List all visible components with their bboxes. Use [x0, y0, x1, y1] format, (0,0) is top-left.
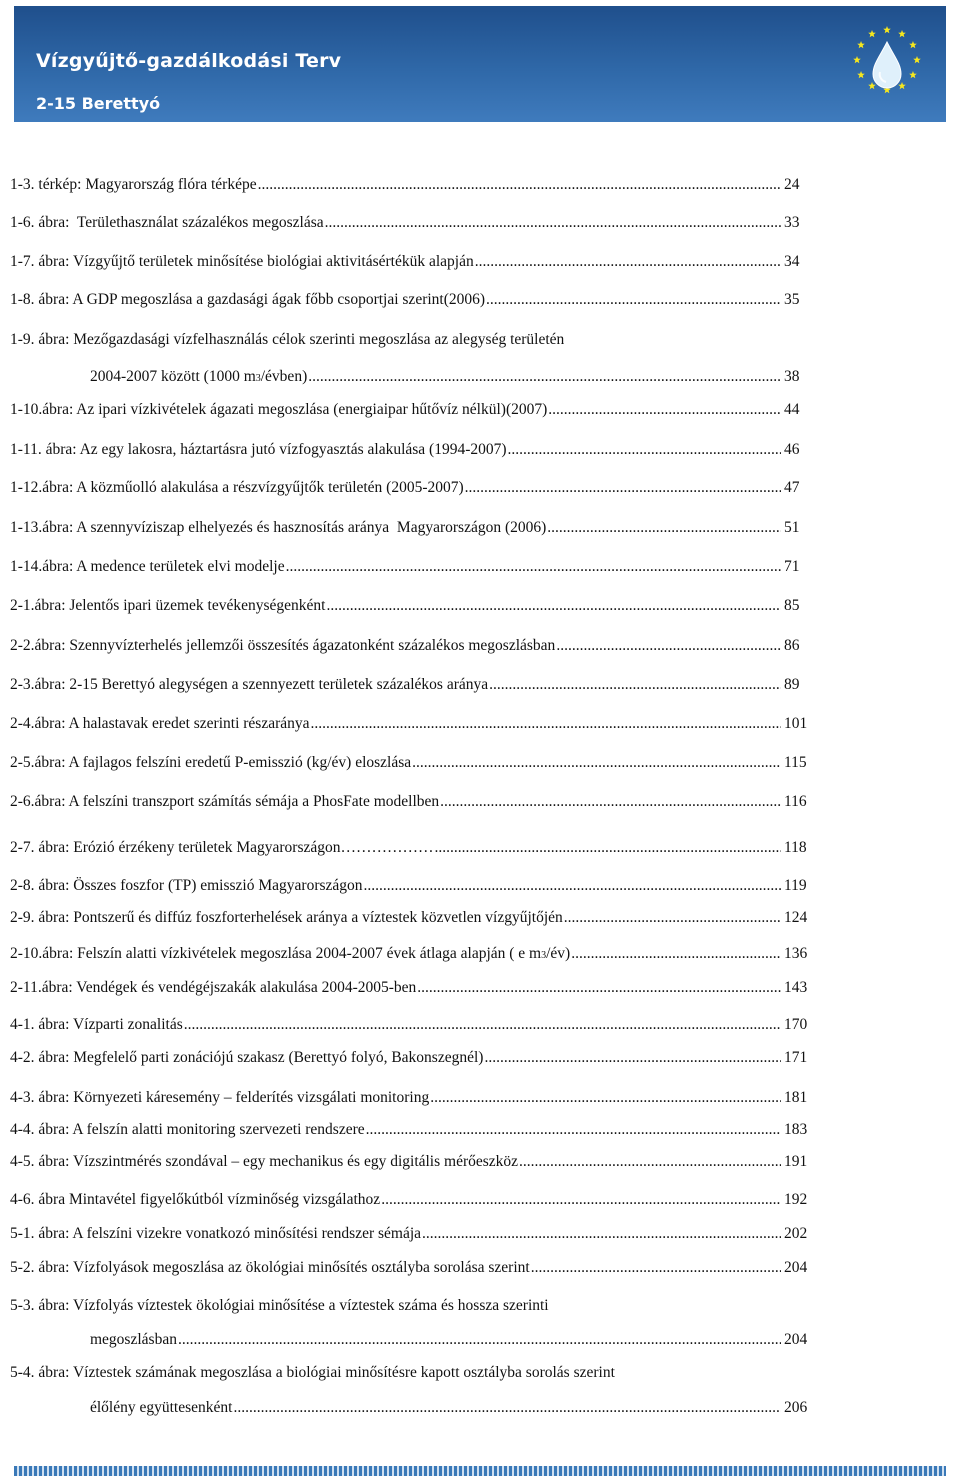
toc-entry-title: 2-6.ábra: A felszíni transzport számítás sémája a PhosFate modellben: [10, 793, 440, 810]
toc-entry-title: 1-10.ábra: Az ipari vízkivételek ágazati megoszlása (energiaipar hűtővíz nélkül)(2007): [10, 401, 548, 418]
toc-page-number: 33: [784, 214, 800, 231]
dot-leader: [286, 557, 781, 577]
star-icon: [913, 56, 921, 63]
dot-leader: [548, 400, 781, 420]
toc-entry[interactable]: [10, 908, 810, 930]
star-icon: [909, 71, 917, 78]
star-icon: [853, 56, 861, 63]
toc-page-number: 124: [784, 909, 808, 926]
toc-entry[interactable]: [10, 792, 810, 814]
toc-page-number: 34: [784, 253, 800, 270]
toc-entry-title: 5-2. ábra: Vízfolyások megoszlása az ökológiai minősítés osztályba sorolása szerint: [10, 1259, 530, 1276]
toc-entry-title: 1-11. ábra: Az egy lakosra, háztartásra jutó vízfogyasztás alakulása (1994-2007): [10, 441, 507, 458]
toc-page-number: 181: [784, 1089, 808, 1106]
toc-entry-title: 5-3. ábra: Vízfolyás víztestek ökológiai minősítése a víztestek száma és hossza szerinti: [10, 1297, 549, 1314]
toc-entry-title-continued: élőlény együttesenként: [90, 1399, 233, 1416]
star-icon: [868, 82, 876, 89]
toc-entry[interactable]: 2-10.ábra: Felszín alatti vízkivételek megoszlása 2004-2007 évek átlaga alapján ( e m 3 /év) ..... 136: [10, 944, 810, 966]
toc-page-number: 47: [784, 479, 800, 496]
toc-entry[interactable]: [10, 1048, 810, 1070]
toc-entry[interactable]: [10, 557, 810, 579]
dot-leader: [430, 1088, 781, 1108]
dot-leader: [475, 252, 781, 272]
toc-entry-title-continued: megoszlásban: [90, 1331, 177, 1348]
toc-entry[interactable]: [10, 714, 810, 736]
toc-entry[interactable]: [10, 1190, 810, 1212]
dot-leader: [178, 1330, 781, 1350]
toc-entry[interactable]: [10, 1120, 810, 1142]
dot-leader: [486, 290, 781, 310]
toc-page-number: 204: [784, 1331, 808, 1348]
dot-leader: [381, 1190, 781, 1210]
toc-entry[interactable]: [10, 252, 810, 274]
toc-page-number: 46: [784, 441, 800, 458]
toc-entry-title: 2-11.ábra: Vendégek és vendégéjszakák alakulása 2004-2005-ben: [10, 979, 417, 996]
toc-entry[interactable]: [10, 596, 810, 618]
toc-page-number: 118: [784, 839, 807, 856]
toc-page-number: 71: [784, 558, 800, 575]
toc-entry-title: 1-13.ábra: A szennyvíziszap elhelyezés és hasznosítás aránya Magyarországon (2006): [10, 519, 547, 536]
toc-entry[interactable]: [10, 175, 810, 197]
toc-page-number: 171: [784, 1049, 808, 1066]
toc-entry-title: 2-2.ábra: Szennyvízterhelés jellemzői összesítés ágazatonként százalékos megoszlásban: [10, 637, 556, 654]
toc-entry[interactable]: 1-9. ábra: Mezőgazdasági vízfelhasználás célok szerinti megoszlása az alegység területén 2004-2007 között (1000 m 3 /évben) ..... 38: [10, 330, 810, 352]
toc-page-number: 51: [784, 519, 800, 536]
toc-entry-title: 2-8. ábra: Összes foszfor (TP) emisszió Magyarországon: [10, 877, 363, 894]
toc-page-number: 115: [784, 754, 807, 771]
toc-page-number: 204: [784, 1259, 808, 1276]
toc-entry-title: 1-14.ábra: A medence területek elvi modelje: [10, 558, 285, 575]
dot-leader: [308, 367, 781, 387]
toc-entry-title: 4-6. ábra Mintavétel figyelőkútból vízminőség vizsgálathoz: [10, 1191, 381, 1208]
toc-entry-title: 4-1. ábra: Vízparti zonalitás: [10, 1016, 183, 1033]
toc-entry[interactable]: [10, 1363, 810, 1416]
dot-leader: [465, 478, 781, 498]
toc-entry-title: 4-3. ábra: Környezeti káresemény – felderítés vizsgálati monitoring: [10, 1089, 430, 1106]
dot-leader: [531, 1258, 781, 1278]
toc-entry-title: 4-5. ábra: Vízszintmérés szondával – egy mechanikus és egy digitális mérőeszköz: [10, 1153, 519, 1170]
toc-entry[interactable]: [10, 753, 810, 775]
toc-page-number: 170: [784, 1016, 808, 1033]
toc-entry[interactable]: [10, 478, 810, 500]
dot-leader: [571, 944, 781, 964]
toc-entry[interactable]: [10, 440, 810, 462]
star-icon: [868, 30, 876, 37]
toc-page-number: 85: [784, 597, 800, 614]
document-header: [14, 6, 946, 122]
star-icon: [898, 30, 906, 37]
dot-leader: [489, 675, 781, 695]
toc-entry[interactable]: [10, 1088, 810, 1110]
dot-leader: [325, 213, 781, 233]
toc-entry-title: 1-9. ábra: Mezőgazdasági vízfelhasználás célok szerinti megoszlása az alegység területén: [10, 331, 565, 348]
toc-page-number: 119: [784, 877, 807, 894]
toc-entry-title-continued: 2004-2007 között (1000 m: [90, 368, 256, 385]
star-icon: [898, 82, 906, 89]
toc-entry[interactable]: [10, 400, 810, 422]
toc-page-number: 35: [784, 291, 800, 308]
toc-page-number: 89: [784, 676, 800, 693]
toc-entry[interactable]: [10, 518, 810, 540]
toc-entry[interactable]: [10, 1152, 810, 1174]
toc-entry[interactable]: [10, 1258, 810, 1280]
toc-page-number: 116: [784, 793, 807, 810]
dot-leader: [233, 1398, 781, 1418]
dot-leader: [258, 175, 781, 195]
dot-leader: [366, 1120, 781, 1140]
toc-page-number: 183: [784, 1121, 808, 1138]
toc-entry[interactable]: [10, 290, 810, 312]
toc-entry-title: 2-9. ábra: Pontszerű és diffúz foszforterhelések aránya a víztestek közvetlen vízgyűjtőjén: [10, 909, 563, 926]
toc-entry[interactable]: [10, 213, 810, 235]
toc-page-number: 24: [784, 176, 800, 193]
toc-page-number: 44: [784, 401, 800, 418]
toc-entry-title: 1-6. ábra: Területhasználat százalékos megoszlása: [10, 214, 324, 231]
document-subtitle: 2-15 Berettyó: [36, 94, 161, 113]
dot-leader: [311, 714, 781, 734]
toc-page-number: 86: [784, 637, 800, 654]
toc-entry[interactable]: [10, 675, 810, 697]
dot-leader: [435, 838, 781, 858]
toc-page-number: 192: [784, 1191, 808, 1208]
toc-entry-title: 2-5.ábra: A fajlagos felszíni eredetű P-emisszió (kg/év) eloszlása: [10, 754, 412, 771]
dot-leader: [556, 636, 781, 656]
toc-entry-title-suffix: /év): [546, 945, 571, 962]
toc-entry-title: 4-4. ábra: A felszín alatti monitoring szervezeti rendszere: [10, 1121, 365, 1138]
dot-leader: [484, 1048, 781, 1068]
toc-entry[interactable]: [10, 636, 810, 658]
dot-leader: [184, 1015, 781, 1035]
toc-entry-title: 5-4. ábra: Víztestek számának megoszlása a biológiai minősítésre kapott osztályba sorolás szerint: [10, 1364, 615, 1381]
dot-leader: [326, 596, 781, 616]
dot-leader: [547, 518, 781, 538]
toc-entry-title: 1-12.ábra: A közműolló alakulása a részvízgyűjtők területén (2005-2007): [10, 479, 464, 496]
toc-entry[interactable]: [10, 838, 810, 860]
star-icon: [909, 41, 917, 48]
toc-page-number: 143: [784, 979, 808, 996]
dot-leader: [412, 753, 781, 773]
toc-page-number: 206: [784, 1399, 808, 1416]
dot-leader: [364, 876, 781, 896]
dot-leader: [564, 908, 781, 928]
toc-entry-title: 4-2. ábra: Megfelelő parti zonációjú szakasz (Berettyó folyó, Bakonszegnél): [10, 1049, 484, 1066]
toc-entry-title: 1-3. térkép: Magyarország flóra térképe: [10, 176, 257, 193]
toc-entry-title: 2-10.ábra: Felszín alatti vízkivételek megoszlása 2004-2007 évek átlaga alapján ( e m: [10, 945, 542, 962]
star-icon: [857, 41, 865, 48]
toc-entry-title: 2-3.ábra: 2-15 Berettyó alegységen a szennyezett területek százalékos aránya: [10, 676, 489, 693]
toc-page-number: 136: [784, 945, 808, 962]
toc-entry[interactable]: [10, 876, 810, 898]
toc-entry-title: 1-8. ábra: A GDP megoszlása a gazdasági ágak főbb csoportjai szerint(2006): [10, 291, 486, 308]
toc-entry-title-continued-suffix: /évben): [260, 368, 308, 385]
toc-page-number: 101: [784, 715, 808, 732]
document-title: Vízgyűjtő-gazdálkodási Terv: [36, 50, 342, 72]
toc-entry[interactable]: [10, 1015, 810, 1037]
toc-page-number: 202: [784, 1225, 808, 1242]
star-icon: [883, 26, 891, 33]
dot-leader: [508, 440, 781, 460]
eu-stars-water-drop-icon: [842, 16, 932, 106]
toc-entry-title: 2-1.ábra: Jelentős ipari üzemek tevékenységenként: [10, 597, 326, 614]
toc-entry-title: 2-7. ábra: Erózió érzékeny területek Magyarországon………………: [10, 839, 434, 856]
star-icon: [857, 71, 865, 78]
footer-bar: [14, 1466, 946, 1476]
dot-leader: [440, 792, 781, 812]
toc-entry-title: 1-7. ábra: Vízgyűjtő területek minősítése biológiai aktivitásértékük alapján: [10, 253, 474, 270]
toc-page-number: 38: [784, 368, 800, 385]
toc-entry[interactable]: [10, 1224, 810, 1246]
toc-entry[interactable]: [10, 978, 810, 1000]
toc-entry[interactable]: [10, 1296, 810, 1348]
toc-entry-title: 5-1. ábra: A felszíni vizekre vonatkozó minősítési rendszer sémája: [10, 1225, 422, 1242]
toc-page-number: 191: [784, 1153, 808, 1170]
dot-leader: [417, 978, 781, 998]
dot-leader: [519, 1152, 781, 1172]
dot-leader: [422, 1224, 781, 1244]
toc-entry-title: 2-4.ábra: A halastavak eredet szerinti részaránya: [10, 715, 310, 732]
